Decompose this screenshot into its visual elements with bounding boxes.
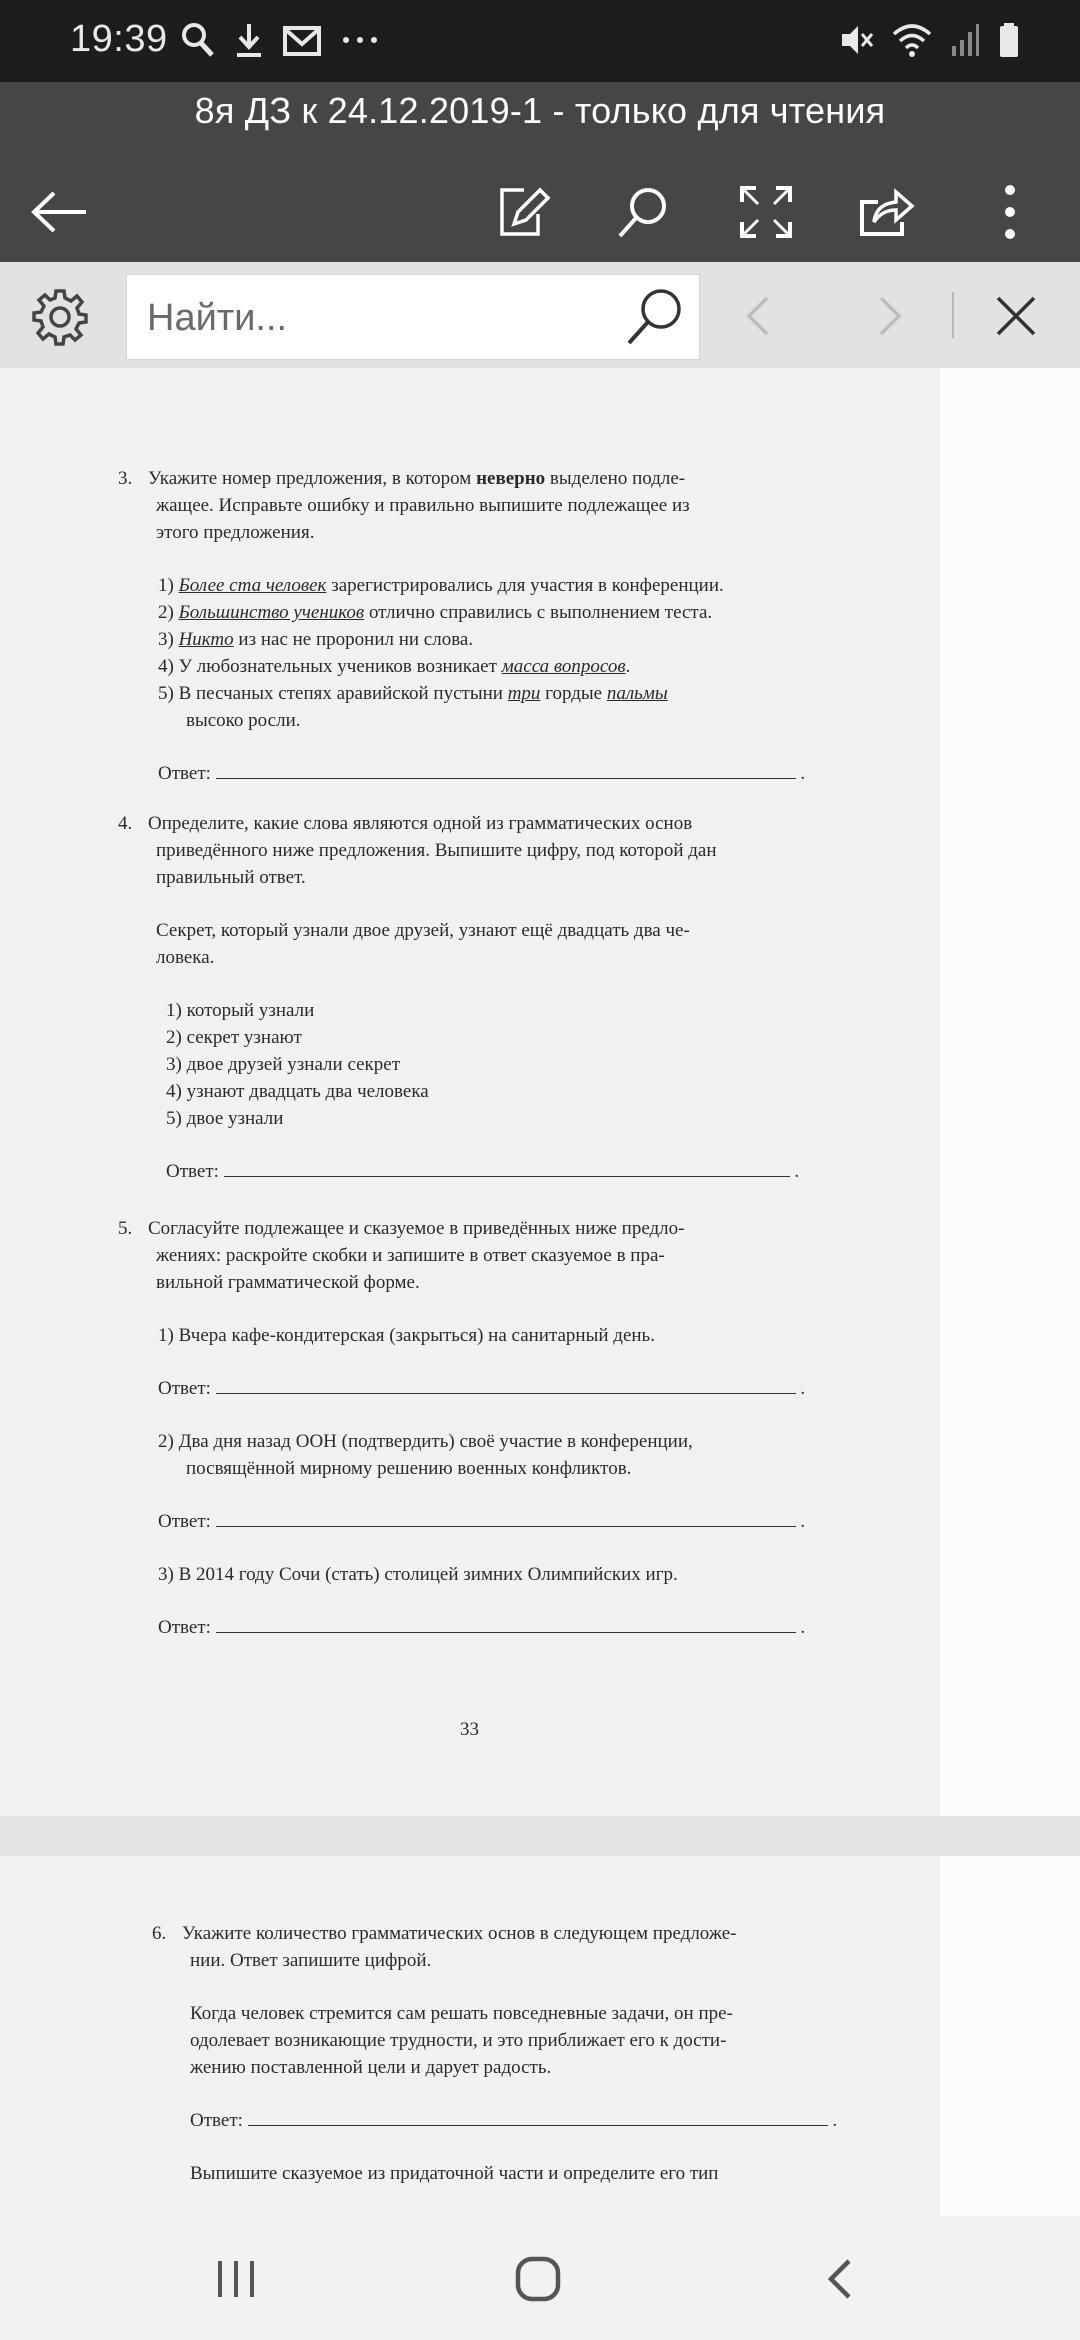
download-icon bbox=[234, 20, 264, 60]
question-3: 3. Укажите номер предложения, в котором неверно выделено подле- жащее. Исправьте ошибку и правильно выпишите подлежащее из этого предложения. 1) Более ста человек зарегистрировались для участия в конференции. 2) Большинство учеников отлично справились с выполнением теста. 3) Никто из нас не проронил ни слова. 4) У любознательных учеников возникает масса вопросов. 5) В песчаных степях аравийской пустыни три гордые пальмы высоко росли. Ответ: . bbox=[118, 468, 806, 784]
document-page-33 bbox=[0, 368, 940, 1816]
find-button[interactable] bbox=[604, 172, 684, 252]
wifi-icon bbox=[892, 22, 932, 58]
share-button[interactable] bbox=[846, 172, 926, 252]
gmail-icon bbox=[282, 20, 322, 60]
fullscreen-button[interactable] bbox=[726, 172, 806, 252]
page-gap bbox=[0, 1816, 1080, 1856]
search-icon bbox=[614, 182, 674, 242]
page-margin bbox=[940, 1856, 1080, 2216]
status-time: 19:39 bbox=[70, 18, 168, 60]
page-margin bbox=[940, 368, 1080, 1816]
signal-icon bbox=[950, 22, 980, 58]
search-icon bbox=[180, 20, 216, 60]
recent-apps-button[interactable] bbox=[196, 2244, 276, 2314]
find-toolbar bbox=[0, 262, 1080, 369]
mute-icon bbox=[838, 22, 874, 58]
search-input[interactable] bbox=[145, 275, 619, 361]
document-page-34 bbox=[0, 1856, 940, 2216]
fullscreen-icon bbox=[738, 184, 794, 240]
back-arrow-icon bbox=[30, 190, 90, 234]
share-icon bbox=[856, 182, 916, 242]
home-button[interactable] bbox=[498, 2244, 578, 2314]
system-back-button[interactable] bbox=[800, 2244, 880, 2314]
overflow-menu-icon bbox=[1000, 182, 1020, 242]
search-icon[interactable] bbox=[623, 285, 687, 349]
next-icon bbox=[875, 294, 905, 338]
home-icon bbox=[513, 2254, 563, 2304]
answer-line bbox=[216, 1614, 796, 1633]
find-next-button[interactable] bbox=[858, 284, 922, 348]
answer-line bbox=[224, 1158, 790, 1177]
app-bar bbox=[0, 82, 1080, 262]
page-number: 33 bbox=[460, 1719, 479, 1740]
answer-line bbox=[248, 2107, 828, 2126]
find-previous-button[interactable] bbox=[726, 284, 790, 348]
question-4: 4. Определите, какие слова являются одной из грамматических основ приведённого ниже предложения. Выпишите цифру, под которой дан правильный ответ. Секрет, который узнали двое друзей, узнают ещё двадцать два че- ловека. 1) который узнали 2) секрет узнают 3) двое друзей узнали секрет 4) узнают двадцать два человека 5) двое узнали Ответ: . bbox=[118, 813, 800, 1182]
edit-button[interactable] bbox=[484, 172, 564, 252]
recent-apps-icon bbox=[214, 2257, 258, 2301]
close-find-button[interactable] bbox=[984, 284, 1048, 348]
back-button[interactable] bbox=[20, 172, 100, 252]
more-dots-icon bbox=[340, 20, 380, 60]
previous-icon bbox=[743, 294, 773, 338]
answer-line bbox=[216, 760, 796, 779]
overflow-menu-button[interactable] bbox=[970, 172, 1050, 252]
battery-icon bbox=[998, 22, 1020, 58]
answer-line bbox=[216, 1508, 796, 1527]
system-nav-bar bbox=[0, 2216, 1080, 2340]
edit-icon bbox=[494, 182, 554, 242]
search-box[interactable] bbox=[126, 274, 700, 360]
question-6: 6. Укажите количество грамматических основ в следующем предложе- нии. Ответ запишите цифрой. Когда человек стремится сам решать повседневные задачи, он пре- одолевает возникающие трудности, и это приближает его к дости- жению поставленной цели и дарует радость. Ответ: . Выпишите сказуемое из придаточной части и определите его тип bbox=[152, 1923, 838, 2184]
document-title: 8я ДЗ к 24.12.2019-1 - только для чтения bbox=[194, 90, 886, 131]
back-icon bbox=[825, 2257, 855, 2301]
toolbar-divider bbox=[952, 292, 954, 338]
settings-gear-icon[interactable] bbox=[30, 287, 90, 347]
close-icon bbox=[994, 294, 1038, 338]
document-viewer[interactable] bbox=[0, 368, 1080, 2216]
answer-line bbox=[216, 1375, 796, 1394]
status-bar bbox=[0, 0, 1080, 82]
question-5: 5. Согласуйте подлежащее и сказуемое в приведённых ниже предло- жениях: раскройте скобки и запишите в ответ сказуемое в пра- вильной грамматической форме. 1) Вчера кафе-кондитерская (закрыться) на санитарный день. Ответ: . 2) Два дня назад ООН (подтвердить) своё участие в конференции, посвящённой мирному решению военных конфликтов. Ответ: . 3) В 2014 году Сочи (стать) столицей зимних Олимпийских игр. Ответ: . bbox=[118, 1218, 806, 1638]
